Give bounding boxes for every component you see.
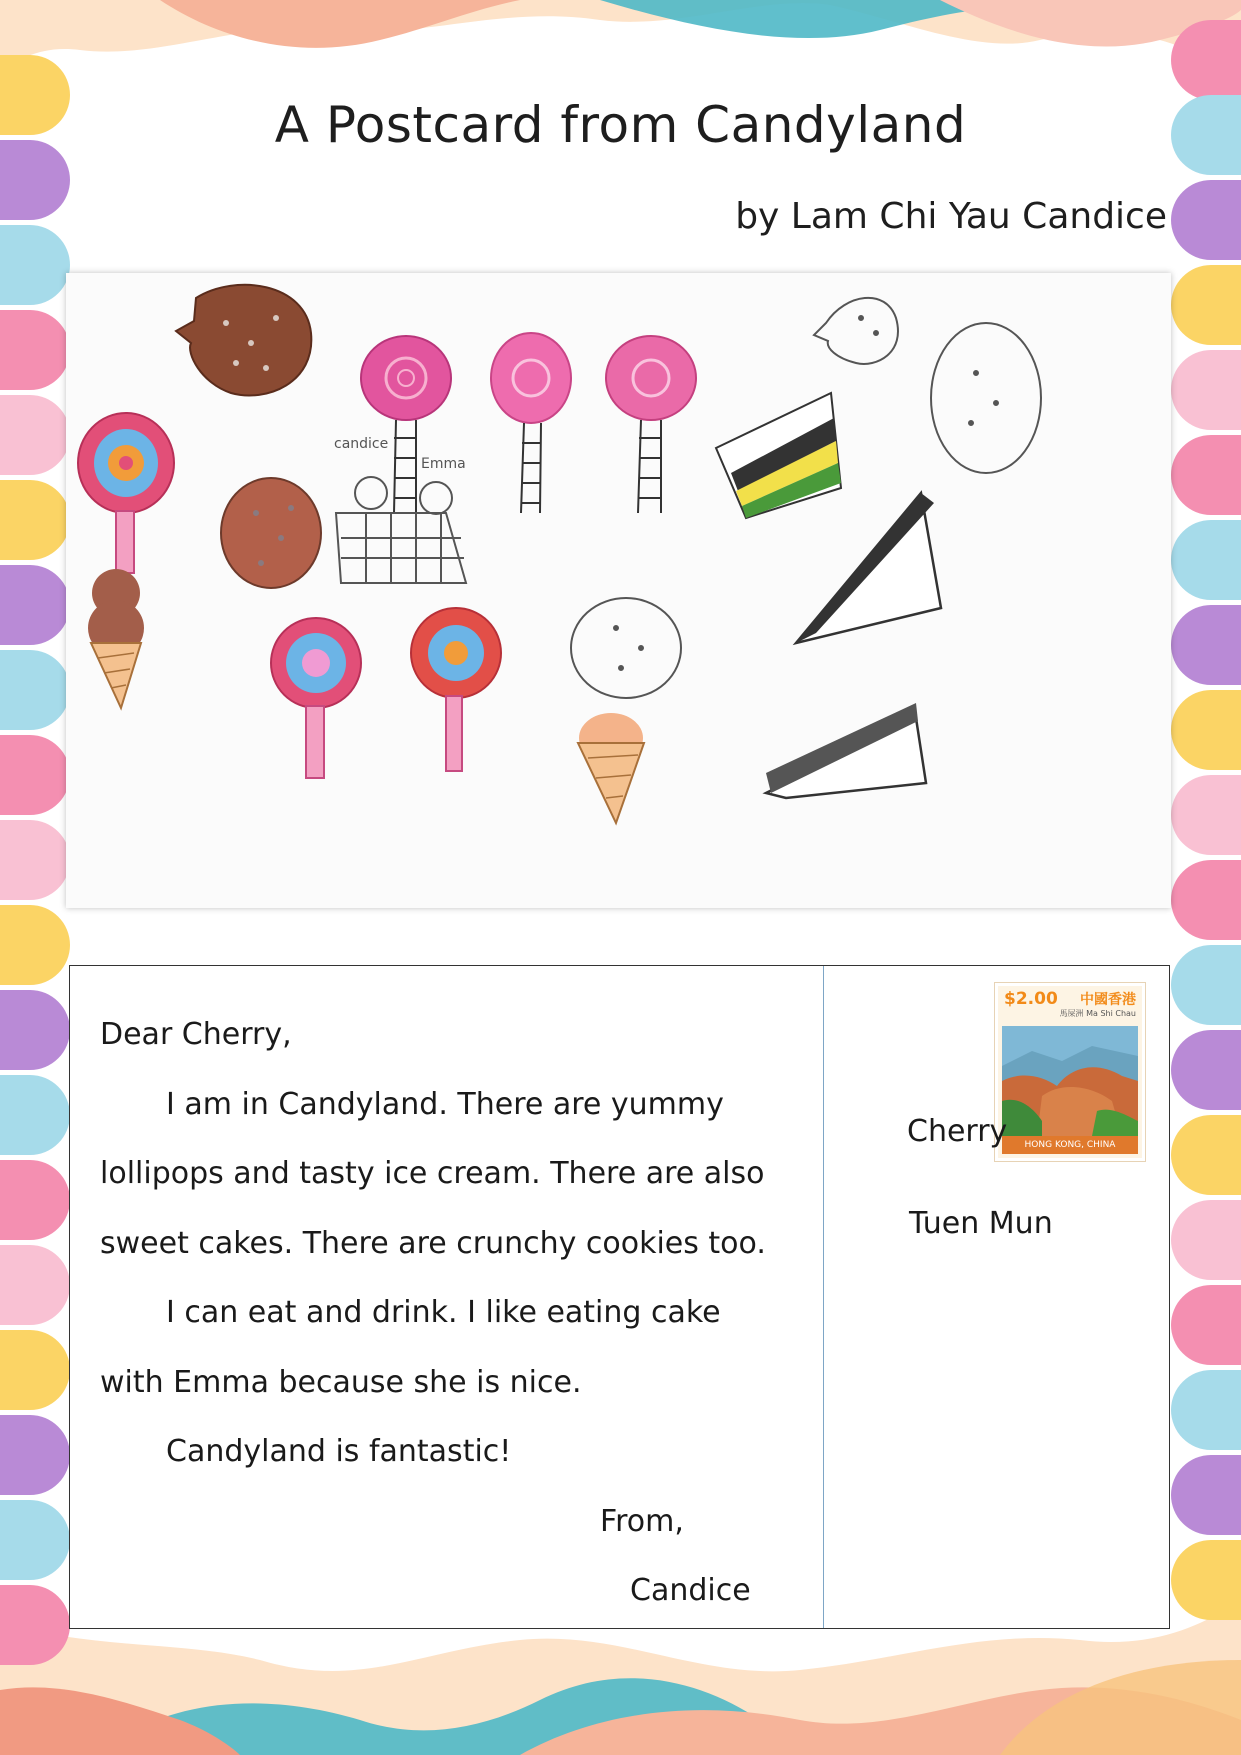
lollipop-icon (78, 413, 174, 573)
ice-cream-icon (88, 569, 144, 708)
cookie-icon (931, 323, 1041, 473)
cookie-icon (814, 298, 898, 364)
closing: From, (600, 1503, 684, 1539)
cake-slice-icon (796, 493, 941, 643)
stamp-footer: HONG KONG, CHINA (1002, 1136, 1138, 1154)
drawing-illustration (66, 273, 1171, 908)
message-line: Candyland is fantastic! (166, 1434, 512, 1469)
chocolate-cookie-icon (176, 285, 311, 396)
label-candice: candice (334, 436, 389, 452)
author-byline: by Lam Chi Yau Candice (735, 196, 1167, 237)
lollipop-icon (491, 333, 571, 513)
label-emma: Emma (421, 456, 466, 472)
postcard-message (100, 1000, 810, 1626)
candyland-drawing (66, 273, 1171, 908)
stamp-place: 馬屎洲 Ma Shi Chau (1059, 1009, 1136, 1018)
message-line: I am in Candyland. There are yummy (166, 1086, 724, 1122)
message-line: I can eat and drink. I like eating cake (166, 1295, 721, 1330)
postage-stamp (998, 986, 1142, 1158)
stamp-value: $2.00 (1004, 989, 1058, 1009)
lollipop-icon (361, 336, 451, 513)
signature: Candice (630, 1573, 751, 1608)
cookie-icon (571, 598, 681, 698)
message-line: lollipops and tasty ice cream. There are also (100, 1156, 765, 1191)
lollipop-icon (271, 618, 361, 778)
address-line-place: Tuen Mun (909, 1206, 1053, 1241)
cake-slice-icon (716, 393, 841, 518)
cake-slice-icon (766, 703, 926, 798)
greeting: Dear Cherry, (100, 1017, 292, 1052)
lollipop-icon (411, 608, 501, 771)
lollipop-icon (606, 336, 696, 513)
postcard-divider (823, 966, 824, 1628)
postcard (69, 965, 1170, 1629)
stamp-country: 中國香港 (1080, 992, 1136, 1008)
message-line: with Emma because she is nice. (100, 1364, 582, 1400)
kids-at-table-icon (336, 477, 466, 583)
chocolate-cookie-icon (221, 478, 321, 588)
address-line-name: Cherry (907, 1114, 1008, 1149)
ice-cream-icon (578, 713, 644, 823)
page-title: A Postcard from Candyland (274, 96, 967, 154)
message-line: sweet cakes. There are crunchy cookies too. (100, 1225, 766, 1261)
stamp-landscape-image (1002, 1026, 1138, 1136)
